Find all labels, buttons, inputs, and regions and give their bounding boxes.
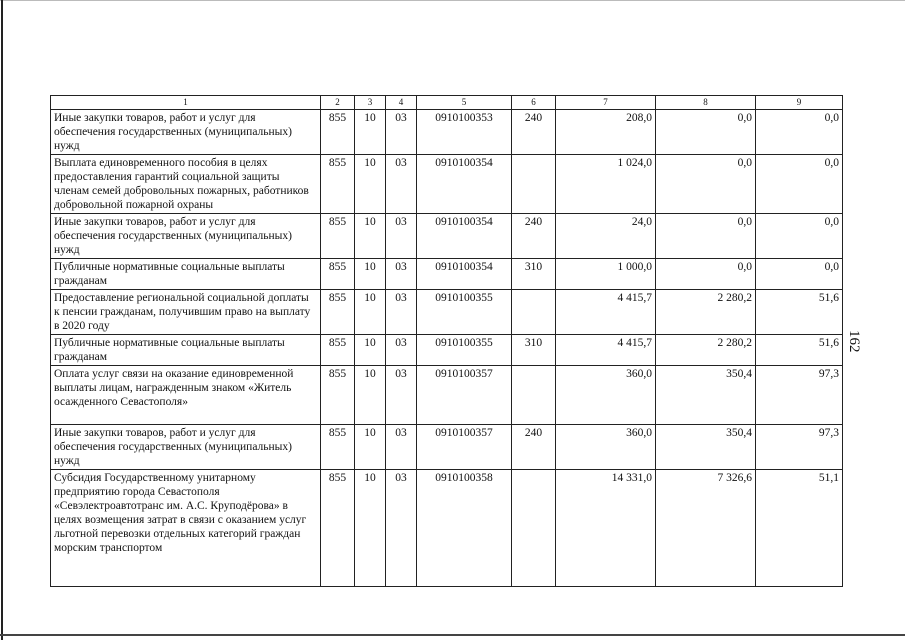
header-col-9: 9 [756,96,843,110]
row-col-9: 97,3 [756,425,843,470]
row-col-6: 240 [512,425,556,470]
table-row [51,110,843,155]
row-col-5: 0910100353 [417,110,512,155]
row-col-6: 310 [512,335,556,366]
row-col-3: 10 [355,470,386,587]
row-col-4: 03 [386,425,417,470]
header-col-2: 2 [321,96,355,110]
row-col-6 [512,470,556,587]
row-col-5: 0910100354 [417,155,512,214]
row-col-2: 855 [321,470,355,587]
row-col-2: 855 [321,214,355,259]
header-col-4: 4 [386,96,417,110]
row-col-5: 0910100355 [417,290,512,335]
row-col-7: 208,0 [556,110,656,155]
row-col-8: 0,0 [656,259,756,290]
row-col-2: 855 [321,155,355,214]
scan-top-edge [0,0,905,1]
row-col-7: 24,0 [556,214,656,259]
row-col-4: 03 [386,335,417,366]
row-name: Оплата услуг связи на оказание единовременной выплаты лицам, награжденным знаком «Житель осажденного Севастополя» [51,366,321,425]
budget-table [50,95,843,587]
row-col-4: 03 [386,110,417,155]
header-col-3: 3 [355,96,386,110]
row-col-3: 10 [355,110,386,155]
row-col-5: 0910100354 [417,214,512,259]
header-col-7: 7 [556,96,656,110]
table-row [51,259,843,290]
table-row [51,425,843,470]
row-col-4: 03 [386,155,417,214]
row-col-9: 97,3 [756,366,843,425]
row-col-5: 0910100355 [417,335,512,366]
row-col-9: 0,0 [756,110,843,155]
row-col-7: 4 415,7 [556,335,656,366]
header-col-6: 6 [512,96,556,110]
row-col-6: 310 [512,259,556,290]
row-col-4: 03 [386,290,417,335]
row-col-8: 350,4 [656,366,756,425]
row-name: Публичные нормативные социальные выплаты гражданам [51,335,321,366]
row-col-9: 51,6 [756,335,843,366]
row-col-8: 0,0 [656,110,756,155]
row-col-4: 03 [386,259,417,290]
row-col-7: 14 331,0 [556,470,656,587]
row-col-8: 7 326,6 [656,470,756,587]
row-col-2: 855 [321,335,355,366]
row-col-9: 51,1 [756,470,843,587]
table-row [51,470,843,587]
row-col-5: 0910100354 [417,259,512,290]
table-row [51,155,843,214]
row-name: Субсидия Государственному унитарному предприятию города Севастополя «Севэлектроавтотранс им. А.С. Круподёрова» в целях возмещения затрат в связи с оказанием услуг льготной перевозки отдельных категорий граждан морским транспортом [51,470,321,587]
header-row [51,96,843,110]
row-col-5: 0910100358 [417,470,512,587]
row-col-7: 360,0 [556,425,656,470]
table-row [51,214,843,259]
row-col-6 [512,155,556,214]
row-col-3: 10 [355,214,386,259]
row-col-7: 1 024,0 [556,155,656,214]
header-col-5: 5 [417,96,512,110]
row-col-5: 0910100357 [417,425,512,470]
row-col-3: 10 [355,335,386,366]
row-name: Выплата единовременного пособия в целях предоставления гарантий социальной защиты членам семей добровольных пожарных, работников добровольной пожарной охраны [51,155,321,214]
row-col-9: 0,0 [756,259,843,290]
row-col-6: 240 [512,110,556,155]
row-col-9: 51,6 [756,290,843,335]
row-col-4: 03 [386,366,417,425]
row-col-4: 03 [386,214,417,259]
row-col-4: 03 [386,470,417,587]
table-row [51,366,843,425]
row-col-2: 855 [321,110,355,155]
row-name: Иные закупки товаров, работ и услуг для обеспечения государственных (муниципальных) нужд [51,425,321,470]
row-col-9: 0,0 [756,155,843,214]
row-col-8: 0,0 [656,214,756,259]
row-col-8: 350,4 [656,425,756,470]
row-name: Иные закупки товаров, работ и услуг для обеспечения государственных (муниципальных) нужд [51,110,321,155]
row-col-6 [512,366,556,425]
row-col-3: 10 [355,155,386,214]
row-col-8: 2 280,2 [656,335,756,366]
row-col-2: 855 [321,290,355,335]
row-col-3: 10 [355,366,386,425]
row-col-9: 0,0 [756,214,843,259]
row-col-7: 4 415,7 [556,290,656,335]
row-col-3: 10 [355,425,386,470]
row-col-2: 855 [321,425,355,470]
row-col-6: 240 [512,214,556,259]
row-col-5: 0910100357 [417,366,512,425]
row-col-8: 2 280,2 [656,290,756,335]
header-col-8: 8 [656,96,756,110]
header-col-1: 1 [51,96,321,110]
row-name: Публичные нормативные социальные выплаты гражданам [51,259,321,290]
table-row [51,290,843,335]
row-col-7: 360,0 [556,366,656,425]
table-row [51,335,843,366]
row-col-3: 10 [355,290,386,335]
scan-left-edge [1,0,3,640]
scan-bottom-edge [0,634,905,636]
row-col-3: 10 [355,259,386,290]
row-name: Предоставление региональной социальной доплаты к пенсии гражданам, получившим право на выплату в 2020 году [51,290,321,335]
row-col-7: 1 000,0 [556,259,656,290]
row-col-2: 855 [321,366,355,425]
row-col-8: 0,0 [656,155,756,214]
page-number: 162 [846,330,862,353]
row-name: Иные закупки товаров, работ и услуг для обеспечения государственных (муниципальных) нужд [51,214,321,259]
row-col-6 [512,290,556,335]
row-col-2: 855 [321,259,355,290]
